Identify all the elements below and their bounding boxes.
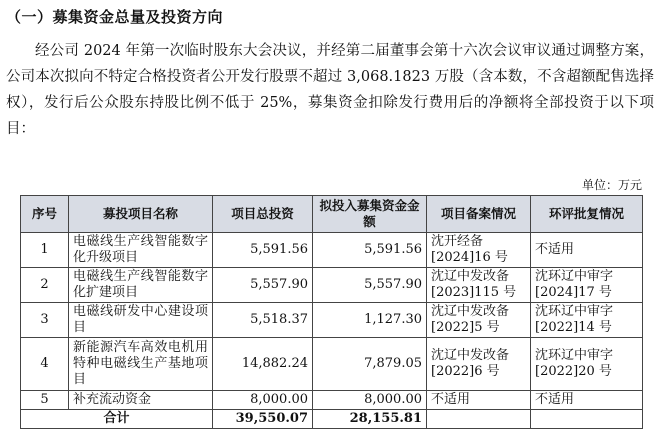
row-planned-funds: 1,127.30 — [313, 303, 427, 338]
total-investment-sum: 39,550.07 — [213, 410, 313, 429]
row-no: 1 — [21, 233, 69, 268]
row-planned-funds: 5,557.90 — [313, 268, 427, 303]
header-eia-status: 环评批复情况 — [531, 196, 643, 233]
row-no: 4 — [21, 338, 69, 391]
header-no: 序号 — [21, 196, 69, 233]
table-row — [21, 233, 643, 268]
table-row — [21, 268, 643, 303]
row-planned-funds: 5,591.56 — [313, 233, 427, 268]
row-filing-status: 不适用 — [427, 391, 531, 410]
header-planned-funds: 拟投入募集资金金额 — [313, 196, 427, 233]
row-project-name: 电磁线生产线智能数字化升级项目 — [69, 233, 213, 268]
row-eia-status: 沈环辽中审字[2022]20 号 — [531, 338, 643, 391]
row-project-name: 新能源汽车高效电机用特种电磁线生产基地项目 — [69, 338, 213, 391]
section-title: （一）募集资金总量及投资方向 — [6, 8, 224, 26]
total-planned-sum: 28,155.81 — [313, 410, 427, 429]
total-eia-empty — [531, 410, 643, 429]
row-total-investment: 5,557.90 — [213, 268, 313, 303]
intro-paragraph: 经公司 2024 年第一次临时股东大会决议，并经第二届董事会第十六次会议审议通过调整方案，公司本次拟向不特定合格投资者公开发行股票不超过 3,068.1823 万股（含本数，不含超额配售选择权），发行后公众股东持股比例不低于 25%，募集资金扣除发行费用后的净额将全部投资于以下项目： — [6, 43, 654, 137]
total-filing-empty — [427, 410, 531, 429]
row-total-investment: 14,882.24 — [213, 338, 313, 391]
row-filing-status: 沈开经备[2024]16 号 — [427, 233, 531, 268]
row-total-investment: 8,000.00 — [213, 391, 313, 410]
row-filing-status: 沈辽中发改备[2022]6 号 — [427, 338, 531, 391]
unit-label: 单位：万元 — [581, 178, 642, 192]
row-planned-funds: 7,879.05 — [313, 338, 427, 391]
row-no: 3 — [21, 303, 69, 338]
row-planned-funds: 8,000.00 — [313, 391, 427, 410]
table-total-row — [21, 410, 643, 429]
row-eia-status: 不适用 — [531, 391, 643, 410]
row-project-name: 电磁线研发中心建设项目 — [69, 303, 213, 338]
row-no: 2 — [21, 268, 69, 303]
row-eia-status: 沈环辽中审字[2022]14 号 — [531, 303, 643, 338]
row-no: 5 — [21, 391, 69, 410]
row-project-name: 电磁线生产线智能数字化扩建项目 — [69, 268, 213, 303]
header-total-investment: 项目总投资 — [213, 196, 313, 233]
header-filing-status: 项目备案情况 — [427, 196, 531, 233]
table-header-row — [21, 196, 643, 233]
investment-projects-table — [20, 195, 643, 429]
row-filing-status: 沈辽中发改备[2023]115 号 — [427, 268, 531, 303]
table-row — [21, 303, 643, 338]
row-total-investment: 5,591.56 — [213, 233, 313, 268]
table-row — [21, 338, 643, 391]
row-eia-status: 不适用 — [531, 233, 643, 268]
table-row — [21, 391, 643, 410]
row-filing-status: 沈辽中发改备[2022]5 号 — [427, 303, 531, 338]
header-project-name: 募投项目名称 — [69, 196, 213, 233]
row-project-name: 补充流动资金 — [69, 391, 213, 410]
total-label: 合计 — [21, 410, 213, 429]
row-eia-status: 沈环辽中审字[2024]17 号 — [531, 268, 643, 303]
row-total-investment: 5,518.37 — [213, 303, 313, 338]
